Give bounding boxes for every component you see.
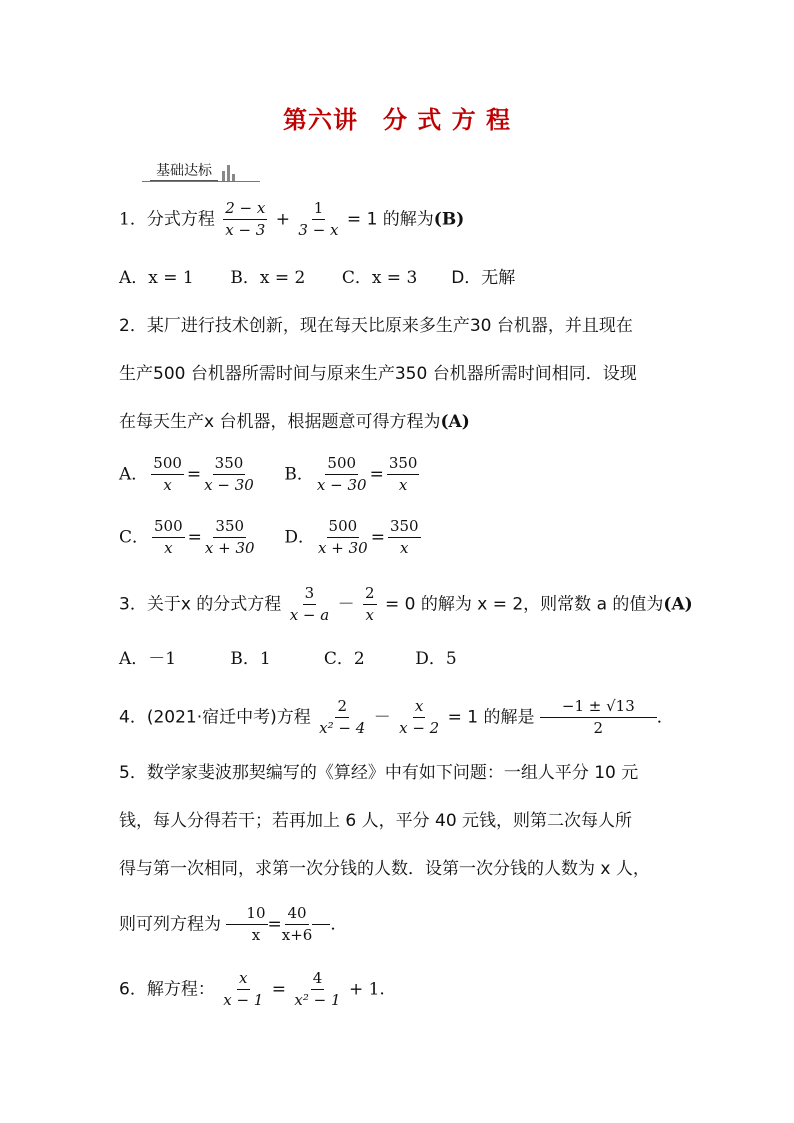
section-badge (150, 160, 238, 181)
q4-prefix: 4．(2021·宿迁中考)方程 (119, 707, 311, 728)
q1-number: 1． (119, 209, 147, 230)
q2-option-d: D． $\frac{500}{x + 30}$ = $\frac{350}{x}$ (284, 517, 419, 558)
badge-underline (142, 181, 260, 182)
q4-answer: $\frac{-1 \pm √13}{2}$ (561, 697, 635, 738)
q4-fraction-2: $\frac{x}{x - 2}$ (399, 697, 440, 738)
q3-minus: － (337, 594, 355, 615)
section-badge-label: 基础达标 (150, 160, 218, 181)
q5-blank-right (312, 924, 330, 925)
q2-options-row-1 (119, 455, 422, 495)
q5-line-1: 5．数学家斐波那契编写的《算经》中有如下问题：一组人平分 10 元 (119, 763, 639, 783)
q2-line-3-text: 在每天生产x 台机器，根据题意可得方程为 (119, 412, 441, 432)
q1-fraction-1: $\frac{2 - x}{x - 3}$ (225, 199, 266, 240)
q5-line-2: 钱，每人分得若干；若再加上 6 人，平分 40 元钱，则第二次每人所 (119, 811, 633, 831)
q4-suffix: = 1 的解是 (447, 707, 535, 728)
q5-blank-left (226, 924, 244, 925)
q5-line-4: 则可列方程为 $\frac{10}{x}$ = $\frac{40}{x+6}$ ． (119, 904, 348, 945)
q4-blank-right (637, 717, 657, 718)
question-1 (119, 200, 464, 240)
q3-fraction-2: $\frac{2}{x}$ (365, 584, 375, 625)
q1-fraction-2: $\frac{1}{3 - x}$ (298, 199, 339, 240)
q3-answer: (A) (663, 594, 693, 615)
question-6: 6．解方程： $\frac{x}{x - 1}$ = $\frac{4}{\text{x² − 1}}$ + 1. (119, 969, 385, 1010)
q1-option-d: D．无解 (451, 268, 516, 288)
q3-option-b: B．1 (230, 649, 271, 669)
q6-fraction-2: $\frac{4}{\text{x² − 1}}$ (294, 969, 341, 1010)
q2-line-2: 生产500 台机器所需时间与原来生产350 台机器所需时间相同．设现 (119, 364, 637, 384)
q5-answer-right: $\frac{40}{x+6}$ (281, 904, 313, 945)
question-4: 4．(2021·宿迁中考)方程 $\frac{2}{\text{x² − 4}}$ － $\frac{x}{x - 2}$ = 1 的解是 $\frac{-1 \pm √13}{2}$ ． (119, 697, 674, 738)
q5-line-4-text: 则可列方程为 (119, 914, 221, 935)
q1-text: 分式方程 (146, 209, 215, 230)
q3-option-a: A．－1 (119, 649, 177, 669)
page-title: 第六讲 分 式 方 程 (282, 106, 512, 134)
q6-suffix: + 1. (348, 979, 385, 1000)
q3-prefix: 3．关于x 的分式方程 (119, 594, 282, 615)
q3-option-c: C．2 (323, 649, 365, 669)
q4-blank-left (540, 717, 560, 718)
q3-option-d: D．5 (415, 649, 457, 669)
q5-answer-left: $\frac{10}{x}$ (246, 904, 266, 945)
q1-equation-tail: = 1 的解为 (346, 209, 434, 230)
q2-option-b: B． $\frac{500}{x - 30}$ = $\frac{350}{x}$ (284, 454, 418, 495)
q2-line-3 (119, 414, 470, 431)
q1-option-b: B．x = 2 (230, 268, 306, 288)
question-3 (119, 585, 693, 625)
q3-fraction-1: $\frac{3}{x - a}$ (289, 584, 330, 625)
q2-line-1: 2．某厂进行技术创新，现在每天比原来多生产30 台机器，并且现在 (119, 316, 633, 336)
q1-option-a: A．x = 1 (119, 268, 194, 288)
q2-option-c: C． $\frac{500}{x}$ = $\frac{350}{x + 30}$ (119, 517, 255, 558)
q1-options (119, 270, 515, 287)
q3-options (119, 651, 457, 668)
q6-prefix: 6．解方程： (119, 979, 215, 1000)
q1-option-c: C．x = 3 (341, 268, 418, 288)
bar-chart-icon (222, 163, 238, 181)
q2-option-a: A． $\frac{500}{x}$ = $\frac{350}{x - 30}$ (119, 454, 254, 495)
q1-plus: + (275, 209, 290, 230)
q4-fraction-1: $\frac{2}{\text{x² − 4}}$ (319, 697, 366, 738)
q2-options-row-2 (119, 518, 424, 558)
q6-fraction-1: $\frac{x}{x - 1}$ (223, 969, 264, 1010)
q4-minus: － (373, 707, 391, 728)
q1-answer: (B) (433, 209, 465, 230)
q5-line-3: 得与第一次相同，求第一次分钱的人数．设第一次分钱的人数为 x 人， (119, 859, 650, 879)
q3-suffix: = 0 的解为 x = 2，则常数 a 的值为 (384, 594, 664, 615)
q2-answer: (A) (440, 412, 470, 432)
